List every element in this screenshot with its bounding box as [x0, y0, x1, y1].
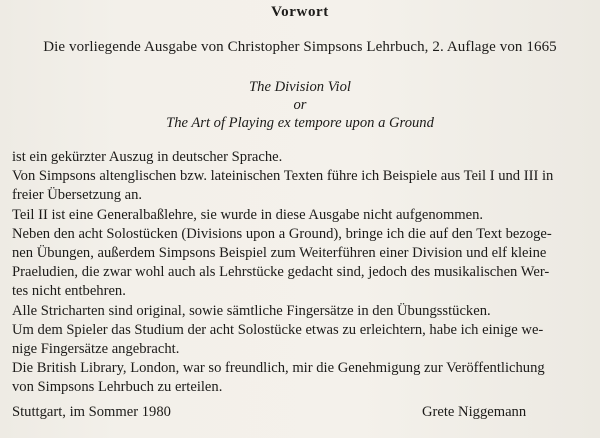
body-line: nige Fingersätze angebracht. — [12, 341, 180, 358]
body-text — [12, 148, 592, 398]
body-line: Teil II ist eine Generalbaßlehre, sie wurde in diese Ausgabe nicht aufgenommen. — [12, 206, 484, 223]
body-line: nen Übungen, außerdem Simpsons Beispiel zum Weiterführen einer Division und elf kleine — [12, 245, 547, 262]
book-title-line: The Division Viol — [249, 79, 351, 95]
place-and-date: Stuttgart, im Sommer 1980 — [12, 404, 171, 420]
book-title-block — [0, 78, 600, 133]
body-line: freier Übersetzung an. — [12, 187, 143, 204]
body-line: Um dem Spieler das Studium der acht Solostücke etwas zu erleichtern, habe ich einige we- — [12, 321, 544, 338]
intro-line: Die vorliegende Ausgabe von Christopher Simpsons Lehrbuch, 2. Auflage von 1665 — [43, 39, 557, 55]
body-line: ist ein gekürzter Auszug in deutscher Sprache. — [12, 149, 283, 165]
body-line: tes nicht entbehren. — [12, 283, 126, 300]
body-line: Alle Stricharten sind original, sowie sämtliche Fingersätze in den Übungsstücken. — [12, 302, 491, 319]
body-line: Praeludien, die zwar wohl auch als Lehrstücke gedacht sind, jedoch des musikalischen Wer- — [12, 264, 550, 281]
book-title-connector: or — [293, 97, 307, 114]
body-line: von Simpsons Lehrbuch zu erteilen. — [12, 379, 223, 396]
body-line: Von Simpsons altenglischen bzw. lateinischen Texten führe ich Beispiele aus Teil I und III in — [12, 168, 554, 185]
author-signature: Grete Niggemann — [422, 404, 527, 420]
body-line: Die British Library, London, war so freundlich, mir die Genehmigung zur Veröffentlichung — [12, 360, 545, 377]
body-line: Neben den acht Solostücken (Divisions upon a Ground), bringe ich die auf den Text bezoge- — [12, 225, 552, 242]
book-subtitle-line: The Art of Playing ex tempore upon a Ground — [166, 115, 434, 132]
page-heading: Vorwort — [271, 4, 329, 20]
